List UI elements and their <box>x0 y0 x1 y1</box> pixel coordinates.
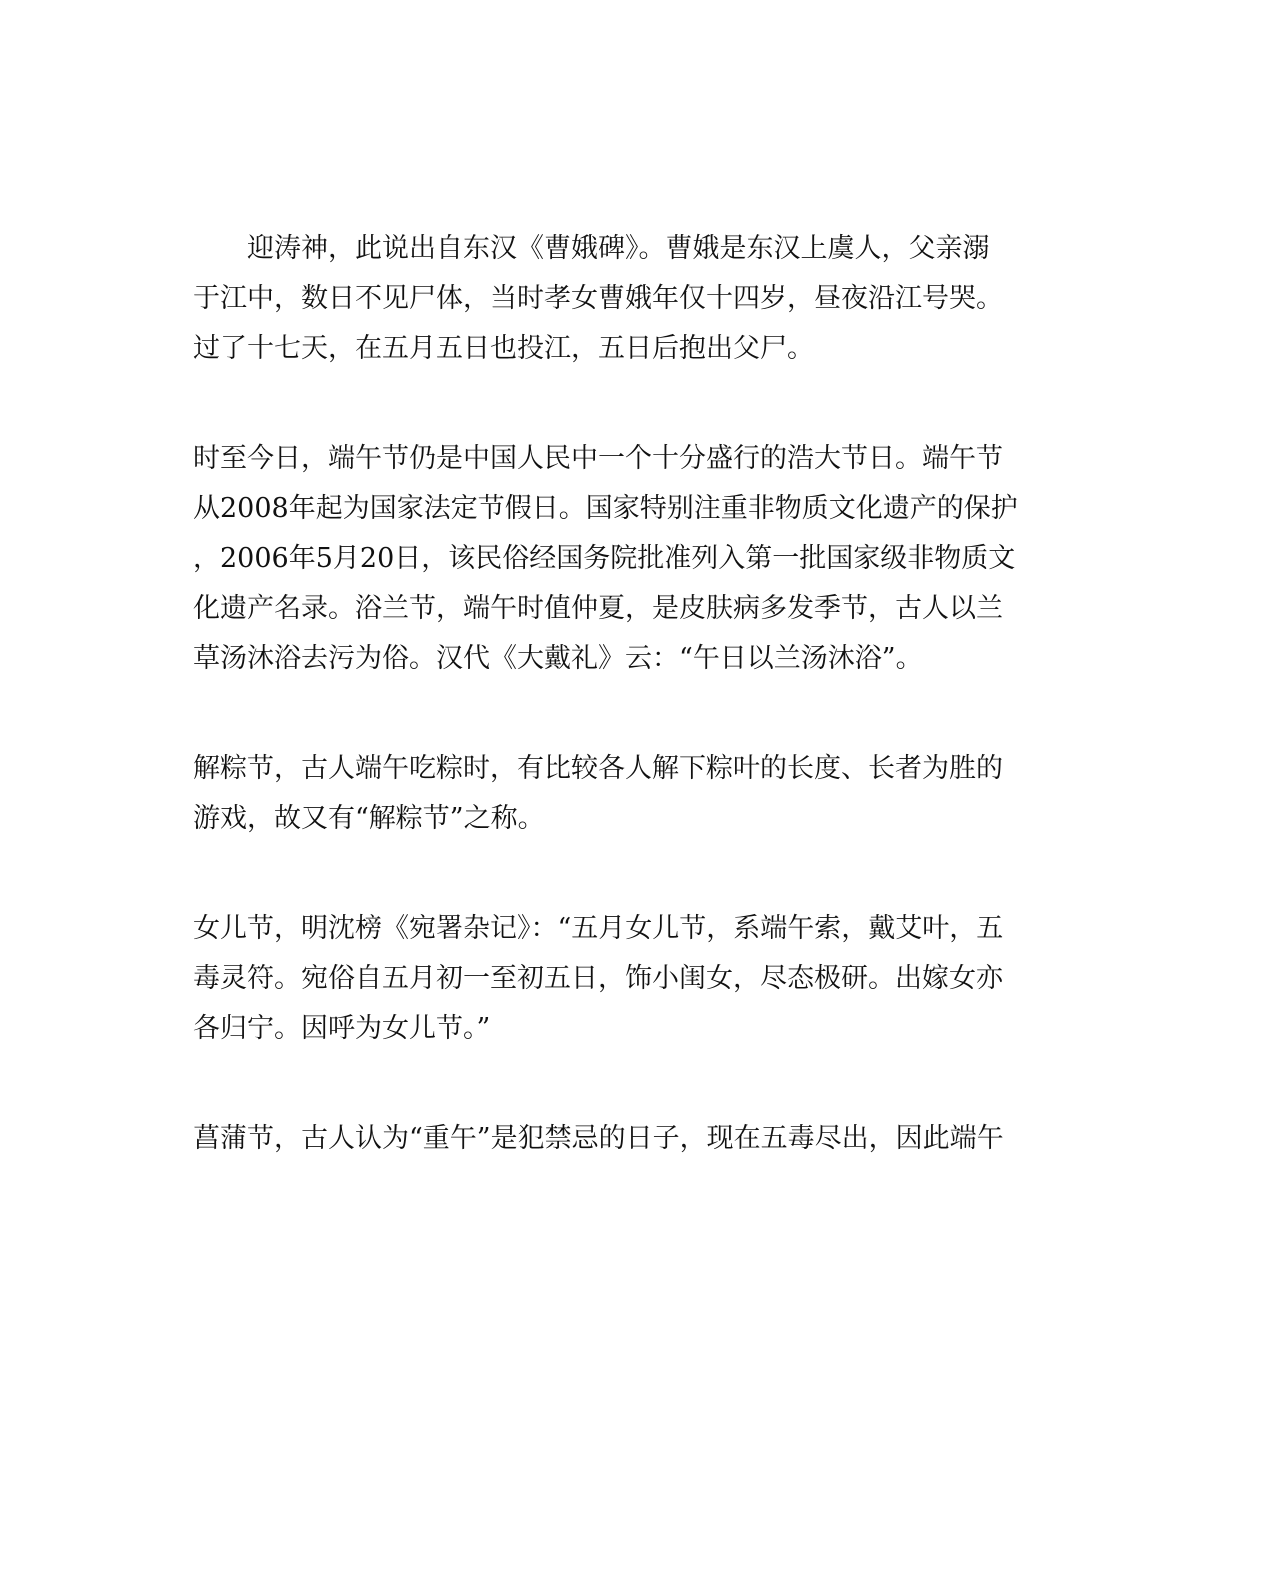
text-line: 迎涛神，此说出自东汉《曹娥碑》。曹娥是东汉上虞人，父亲溺 <box>193 233 990 264</box>
text-line: 各归宁。因呼为女儿节。” <box>193 1013 491 1044</box>
document-body <box>193 224 1073 1164</box>
text-line: 于江中，数日不见尸体，当时孝女曹娥年仅十四岁，昼夜沿江号哭。 <box>193 283 1003 314</box>
paragraph-spacer <box>193 844 1073 904</box>
text-line: 女儿节，明沈榜《宛署杂记》：“五月女儿节，系端午索，戴艾叶，五 <box>193 913 1004 944</box>
text-line: 化遗产名录。浴兰节，端午时值仲夏，是皮肤病多发季节，古人以兰 <box>193 593 1003 624</box>
paragraph-yingtao-shen <box>193 224 1073 374</box>
text-line: 解粽节，古人端午吃粽时，有比较各人解下粽叶的长度、长者为胜的 <box>193 753 1003 784</box>
text-line: 时至今日，端午节仍是中国人民中一个十分盛行的浩大节日。端午节 <box>193 443 1003 474</box>
paragraph-spacer <box>193 1054 1073 1114</box>
paragraph-spacer <box>193 374 1073 434</box>
paragraph-dragon-boat-today <box>193 434 1073 684</box>
text-line: ，2006年5月20日，该民俗经国务院批准列入第一批国家级非物质文 <box>193 543 1016 574</box>
text-line: 菖蒲节，古人认为“重午”是犯禁忌的日子，现在五毒尽出，因此端午 <box>193 1123 1004 1154</box>
paragraph-jiezong-jie <box>193 744 1073 844</box>
text-line: 过了十七天，在五月五日也投江，五日后抱出父尸。 <box>193 333 814 364</box>
text-line: 从2008年起为国家法定节假日。国家特别注重非物质文化遗产的保护 <box>193 493 1018 524</box>
text-line: 草汤沐浴去污为俗。汉代《大戴礼》云：“午日以兰汤沐浴”。 <box>193 643 923 674</box>
text-line: 游戏，故又有“解粽节”之称。 <box>193 803 545 834</box>
paragraph-spacer <box>193 684 1073 744</box>
text-line: 毒灵符。宛俗自五月初一至初五日，饰小闺女，尽态极研。出嫁女亦 <box>193 963 1003 994</box>
paragraph-changpu-jie <box>193 1114 1073 1164</box>
paragraph-nuer-jie <box>193 904 1073 1054</box>
